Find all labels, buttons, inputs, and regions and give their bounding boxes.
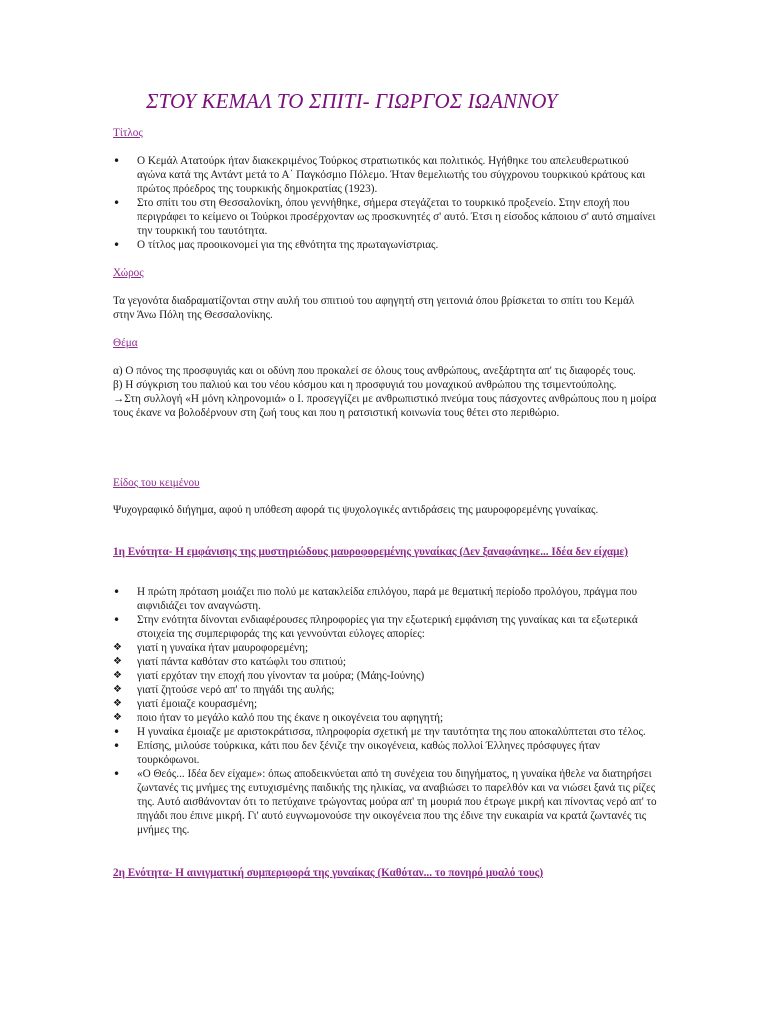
section-title xyxy=(113,126,143,140)
section-eidos xyxy=(113,476,200,490)
section-thema xyxy=(113,336,138,350)
thema-line-b: β) Η σύγκριση του παλιού και του νέου κόσμου και η προσφυγιά του μοναχικού ανθρώπου της τσιμεντούπολης. xyxy=(113,379,617,391)
list-item: ❖ γιατί έμοιαζε κουρασμένη; xyxy=(113,698,258,710)
heading-enotita-1[interactable]: 1η Ενότητα- Η εμφάνισης της μυστηριώδους μαυροφορεμένης γυναίκας (Δεν ξαναφάνηκε... Ιδέα δεν είχαμε) xyxy=(113,546,628,558)
list-item: • Επίσης, μιλούσε τούρκικα, κάτι που δεν ξένιζε την οικογένεια, καθώς πολλοί Έλληνες πρόσφυγες ήταν τουρκόφωνοι. xyxy=(113,739,600,766)
bullet-icon: • xyxy=(113,739,121,753)
diamond-bullet-icon: ❖ xyxy=(113,670,122,681)
section-enotita-2 xyxy=(113,866,658,880)
heading-titlos[interactable]: Τίτλος xyxy=(113,127,143,139)
section-enotita-1 xyxy=(113,545,658,559)
heading-eidos[interactable]: Είδος του κειμένου xyxy=(113,477,200,489)
list-item: • Η πρώτη πρόταση μοιάζει πιο πολύ με κατακλείδα επιλόγου, παρά με θεματική περίοδο προλόγου, πράγμα που αιφνιδιάζει τον αναγνώστη. xyxy=(113,585,638,612)
xoros-text: Τα γεγονότα διαδραματίζονται στην αυλή του σπιτιού του αφηγητή στη γειτονιά όπου βρίσκεται το σπίτι του Κεμάλ στην Άνω Πόλη της Θεσσαλονίκης. xyxy=(113,295,635,321)
heading-xoros[interactable]: Χώρος xyxy=(113,267,144,279)
thema-block xyxy=(113,364,658,420)
heading-enotita-2[interactable]: 2η Ενότητα- Η αινιγματική συμπεριφορά της γυναίκας (Καθόταν... το πονηρό μυαλό τους) xyxy=(113,867,544,879)
thema-line-c: →Στη συλλογή «Η μόνη κληρονομιά» ο Ι. προσεγγίζει με ανθρωπιστικό πνεύμα τους πάσχοντες ανθρώπους που η μοίρα τους έκανε να βολοδέρνουν στη ζωή τους και που η ρατσιστική κοινωνία τους θέτει στο περιθώριο. xyxy=(113,393,657,419)
list-item: • Η γυναίκα έμοιαζε με αριστοκράτισσα, πληροφορία σχετική με την ταυτότητα της που αποκαλύπτεται στο τέλος. xyxy=(113,725,646,739)
bullet-icon: • xyxy=(113,196,121,210)
diamond-bullet-icon: ❖ xyxy=(113,698,122,709)
list-item: • Ο Κεμάλ Ατατούρκ ήταν διακεκριμένος Τούρκος στρατιωτικός και πολιτικός. Ηγήθηκε του απελευθερωτικού αγώνα κατά της Αντάντ μετά το Α΄ Παγκόσμιο Πόλεμο. Ήταν θεμελιωτής του σύγχρονου τουρκικού κράτους και πρώτος πρόεδρος της τουρκικής δημοκρατίας (1923). xyxy=(113,154,646,195)
list-item: • Στο σπίτι του στη Θεσσαλονίκη, όπου γεννήθηκε, σήμερα στεγάζεται το τουρκικό προξενείο. Στην εποχή που περιγράφει το κείμενο οι Τούρκοι προσέρχονταν ως προσκυνητές σ' αυτό. Έτσι η είσοδος κάποιου σ' αυτό σημαίνει την τουρκική του ταυτότητα. xyxy=(113,196,656,237)
bullet-icon: • xyxy=(113,767,121,781)
list-item: • «Ο Θεός... Ιδέα δεν είχαμε»: όπως αποδεικνύεται από τη συνέχεια του διηγήματος, η γυναίκα ήθελε να διατηρήσει ζωντανές τις μνήμες της ευτυχισμένης παιδικής της ηλικίας, να αναβιώσει το παρελθόν και να νιώσει ξανά τις ρίζες της. Αυτό αισθάνονταν ότι το πετύχαινε τρώγοντας μούρα απ' τη μουριά που έτρωγε μικρή και πίνοντας νερό απ' το πηγάδι που έπινε μικρή. Γι' αυτό ευγνωμονούσε την οικογένεια που της έδινε την ευκαιρία να κρατά ζωντανές τις μνήμες της. xyxy=(113,767,657,836)
list-item: ❖ γιατί ερχόταν την εποχή που γίνονταν τα μούρα; (Μάης-Ιούνης) xyxy=(113,670,425,682)
list-item: • Ο τίτλος μας προοικονομεί για της εθνότητα της πρωταγωνίστριας. xyxy=(113,238,439,252)
list-item: ❖ γιατί η γυναίκα ήταν μαυροφορεμένη; xyxy=(113,642,309,654)
diamond-bullet-icon: ❖ xyxy=(113,656,122,667)
enotita1-list xyxy=(113,585,658,837)
section-xoros xyxy=(113,266,144,280)
bullet-icon: • xyxy=(113,725,121,739)
eidos-text: Ψυχογραφικό διήγημα, αφού η υπόθεση αφορά τις ψυχολογικές αντιδράσεις της μαυροφορεμένης γυναίκας. xyxy=(113,504,599,516)
diamond-bullet-icon: ❖ xyxy=(113,642,122,653)
list-item: ❖ γιατί πάντα καθόταν στο κατώφλι του σπιτιού; xyxy=(113,656,346,668)
diamond-bullet-icon: ❖ xyxy=(113,684,122,695)
list-item: ❖ ποιο ήταν το μεγάλο καλό που της έκανε η οικογένεια του αφηγητή; xyxy=(113,712,444,724)
bullet-icon: • xyxy=(113,585,121,599)
list-item: • Στην ενότητα δίνονται ενδιαφέρουσες πληροφορίες για την εξωτερική εμφάνιση της γυναίκας και τα εξωτερικά στοιχεία της συμπεριφοράς της και γεννούνται εύλογες απορίες: xyxy=(113,613,638,640)
titlos-list xyxy=(113,154,658,252)
bullet-icon: • xyxy=(113,154,121,168)
diamond-bullet-icon: ❖ xyxy=(113,712,122,723)
bullet-icon: • xyxy=(113,238,121,252)
heading-thema[interactable]: Θέμα xyxy=(113,337,138,349)
list-item: ❖ γιατί ζητούσε νερό απ' το πηγάδι της αυλής; xyxy=(113,684,335,696)
thema-line-a: α) Ο πόνος της προσφυγιάς και οι οδύνη που προκαλεί σε όλους τους ανθρώπους, ανεξάρτητα απ' τις διαφορές τους. xyxy=(113,365,636,377)
bullet-icon: • xyxy=(113,613,121,627)
document-title: ΣΤΟΥ ΚΕΜΑΛ ΤΟ ΣΠΙΤΙ- ΓΙΩΡΓΟΣ ΙΩΑΝΝΟΥ xyxy=(146,89,558,113)
